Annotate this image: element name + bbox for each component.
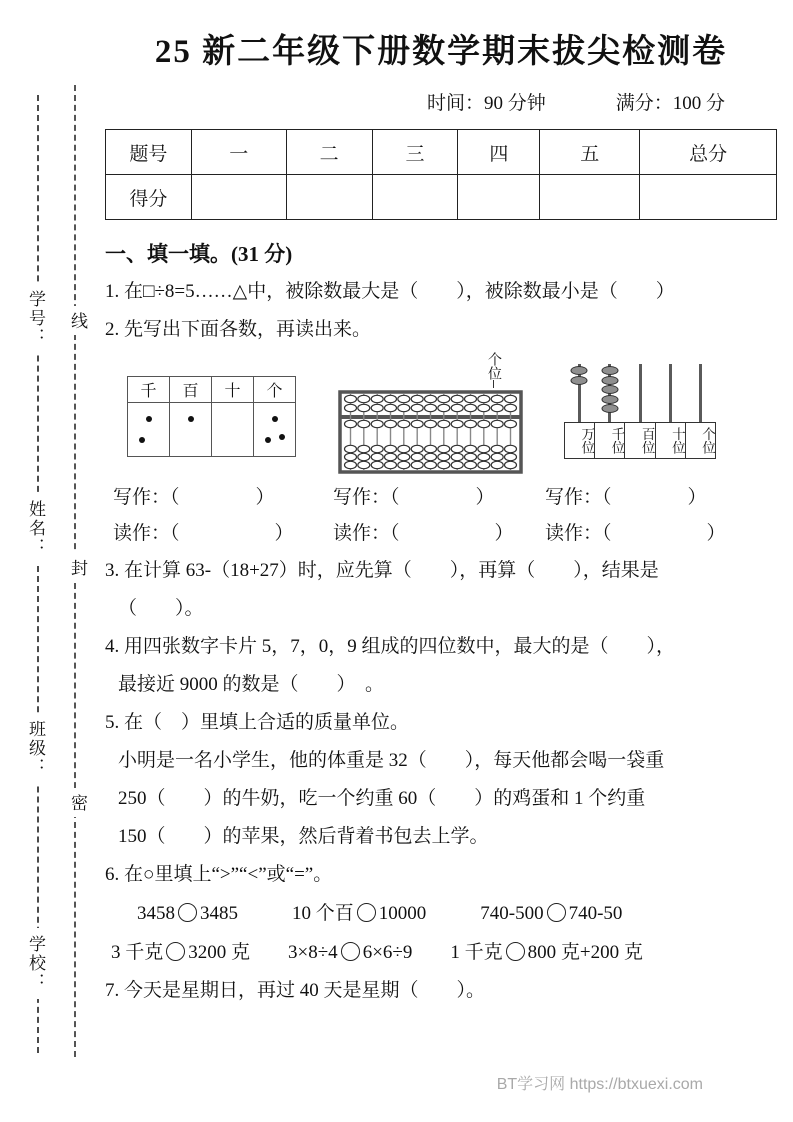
- seal-char-mi: 密: [65, 788, 90, 817]
- pv-header-hundreds: 百: [170, 377, 212, 403]
- question-5-line-2: 小明是一名小学生，他的体重是 32（ ），每天他都会喝一袋重: [118, 750, 665, 771]
- pv-header-ones: 个: [254, 377, 296, 403]
- comparison-circle: [166, 942, 185, 961]
- read-blank-2: 读作：（ ）: [333, 523, 514, 544]
- pv-header-thousands: 千: [128, 377, 170, 403]
- header-question-number: 题号: [106, 130, 192, 175]
- score-cell: [458, 175, 540, 220]
- question-6-row-1: [105, 894, 777, 933]
- counter-rod-thousands: [608, 364, 611, 422]
- question-2-figures: [105, 352, 777, 476]
- comparison-item: [480, 894, 622, 933]
- pv-header-tens: 十: [212, 377, 254, 403]
- section-1-heading: 一、填一填。(31 分): [105, 242, 293, 266]
- comparison-circle: [547, 903, 566, 922]
- time-label: 时间：90 分钟: [426, 93, 546, 114]
- comparison-item: [288, 933, 412, 972]
- cmp-right: 3485: [200, 903, 238, 924]
- counter-rod-ten-thousands: [578, 364, 581, 422]
- page-title: 25 新二年级下册数学期末拔尖检测卷: [154, 34, 728, 70]
- score-cell: [286, 175, 372, 220]
- write-blank-2: 写作：（ ）: [333, 487, 495, 508]
- student-id-label: 学号：: [23, 283, 48, 354]
- cmp-left: 1 千克: [450, 942, 503, 963]
- comparison-circle: [341, 942, 360, 961]
- question-3-line-1: 3. 在计算 63-（18+27）时，应先算（ ），再算（ ），结果是: [105, 560, 659, 581]
- cmp-left: 3458: [137, 903, 175, 924]
- score-table: [105, 129, 777, 220]
- counter-rods: [564, 360, 716, 422]
- question-4-line-1: 4. 用四张数字卡片 5，7，0，9 组成的四位数中，最大的是（ ），: [105, 636, 676, 657]
- seal-char-feng: 封: [65, 553, 90, 582]
- cmp-right: 3200 克: [188, 942, 251, 963]
- footer-link[interactable]: BT学习网 https://btxuexi.com: [496, 1076, 703, 1093]
- exam-content: [105, 0, 777, 1010]
- cmp-right: 800 克+200 克: [527, 942, 643, 963]
- cmp-right: 10000: [378, 903, 427, 924]
- header-part-4: 四: [458, 130, 540, 175]
- header-part-1: 一: [191, 130, 286, 175]
- pv-dots-ones: [254, 403, 296, 457]
- question-5-line-1: 5. 在（ ）里填上合适的质量单位。: [105, 712, 410, 733]
- pointer-line: [493, 380, 494, 388]
- question-6-text: 6. 在○里填上“>”“<”或“=”。: [105, 864, 333, 885]
- read-blank-1: 读作：（ ）: [113, 523, 294, 544]
- pv-dots-thousands: [128, 403, 170, 457]
- comparison-item: [292, 894, 426, 933]
- abacus-figure: [338, 352, 528, 476]
- write-blank-1: 写作：（ ）: [113, 487, 275, 508]
- school-label: 学校：: [23, 928, 48, 999]
- write-row: [105, 480, 777, 516]
- score-table-score-row: [106, 175, 777, 220]
- counter-rod-tens: [669, 364, 672, 422]
- cmp-left: 3×8÷4: [288, 942, 338, 963]
- question-5-line-3: 250（ ）的牛奶，吃一个约重 60（ ）的鸡蛋和 1 个约重: [118, 788, 646, 809]
- abacus-drawing: [338, 390, 523, 474]
- cmp-left: 10 个百: [292, 903, 354, 924]
- header-part-3: 三: [372, 130, 458, 175]
- name-label: 姓名：: [23, 493, 48, 564]
- score-cell: [372, 175, 458, 220]
- exam-meta: [105, 88, 777, 115]
- question-1: 1. 在□÷8=5……△中，被除数最大是（ ），被除数最小是（ ）: [105, 281, 675, 302]
- counting-device-figure: [564, 360, 716, 476]
- counter-label-tens: 十位: [655, 423, 685, 458]
- seal-margin: [0, 0, 100, 1122]
- comparison-circle: [506, 942, 525, 961]
- score-cell: [640, 175, 777, 220]
- score-table-header-row: [106, 130, 777, 175]
- counter-label-thousands: 千位: [594, 423, 624, 458]
- write-blank-3: 写作：（ ）: [545, 487, 707, 508]
- header-part-5: 五: [540, 130, 640, 175]
- cmp-right: 740-50: [568, 903, 623, 924]
- header-part-2: 二: [286, 130, 372, 175]
- counter-rod-ones: [699, 364, 702, 422]
- counter-label-ones: 个位: [685, 423, 715, 458]
- place-value-chart: [127, 376, 296, 476]
- comparison-circle: [357, 903, 376, 922]
- question-5-line-4: 150（ ）的苹果，然后背着书包去上学。: [118, 826, 489, 847]
- comparison-circle: [178, 903, 197, 922]
- question-6-row-2: [105, 933, 777, 972]
- counter-label-ten-thousands: 万位: [579, 427, 595, 454]
- question-2-text: 2. 先写出下面各数，再读出来。: [105, 319, 372, 340]
- comparison-item: [111, 933, 250, 972]
- comparison-item: [137, 894, 238, 933]
- read-row: [105, 516, 777, 552]
- score-cell: [540, 175, 640, 220]
- ones-place-pointer-label: 个位: [486, 352, 501, 380]
- counter-rod-hundreds: [639, 364, 642, 422]
- class-label: 班级：: [23, 713, 48, 784]
- score-cell: [191, 175, 286, 220]
- read-blank-3: 读作：（ ）: [545, 523, 726, 544]
- question-4-line-2: 最接近 9000 的数是（ ） 。: [118, 674, 385, 695]
- pv-dots-tens: [212, 403, 254, 457]
- header-total: 总分: [640, 130, 777, 175]
- question-3-line-2: （ ）。: [118, 598, 204, 619]
- cmp-left: 740-500: [480, 903, 544, 924]
- seal-char-line: 线: [65, 306, 90, 335]
- question-7: 7. 今天是星期日，再过 40 天是星期（ ）。: [105, 980, 486, 1001]
- ones-place-pointer: [486, 352, 501, 388]
- pv-dots-hundreds: [170, 403, 212, 457]
- counter-label-hundreds: 百位: [624, 423, 654, 458]
- cmp-left: 3 千克: [111, 942, 164, 963]
- score-row-label: 得分: [106, 175, 192, 220]
- full-score-label: 满分：100 分: [615, 93, 725, 114]
- counter-labels: [564, 422, 716, 459]
- comparison-item: [450, 933, 642, 972]
- blank-guide-line: [37, 95, 39, 1053]
- cmp-right: 6×6÷9: [362, 942, 413, 963]
